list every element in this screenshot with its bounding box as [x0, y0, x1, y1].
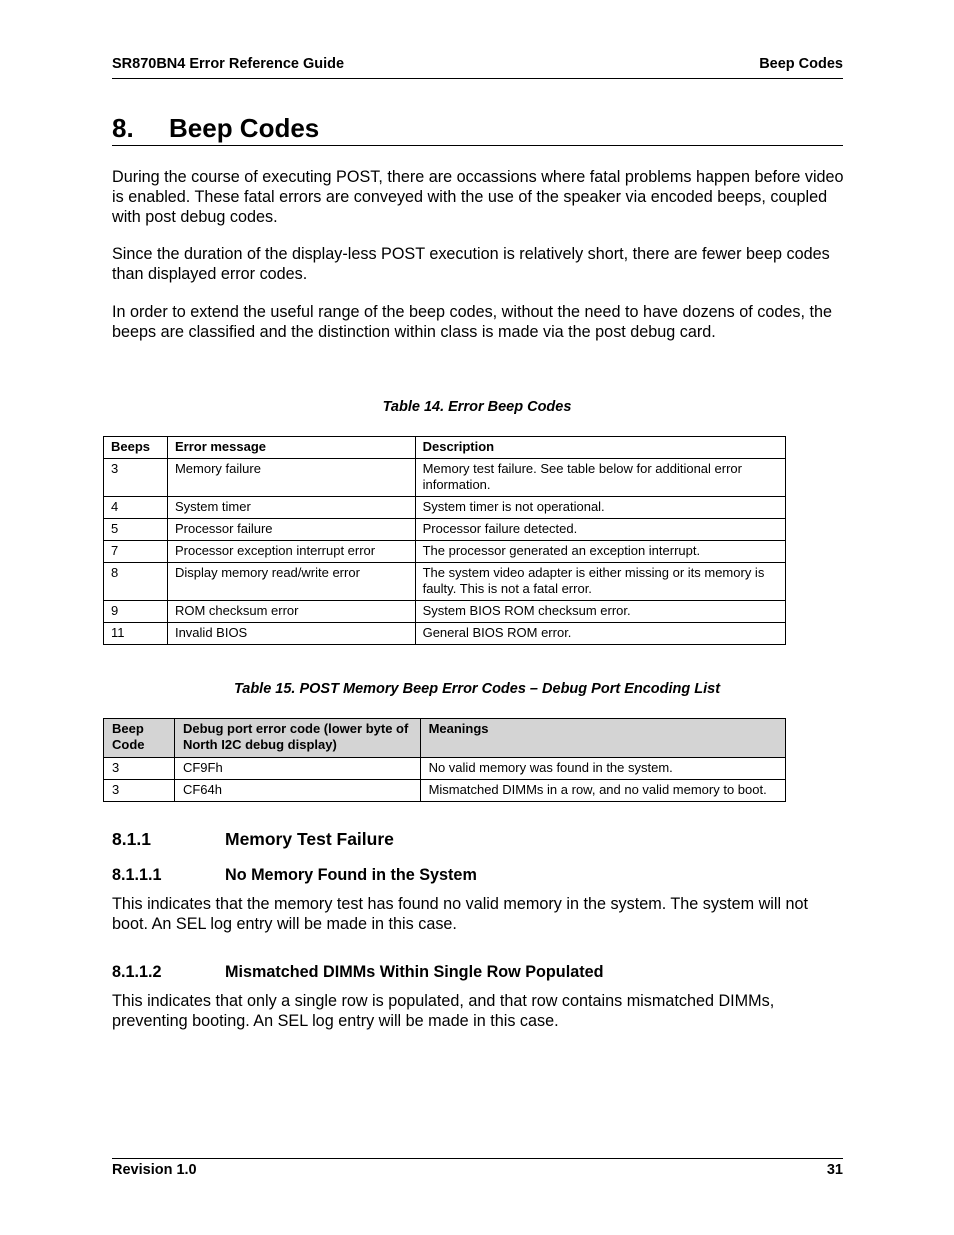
table-cell: General BIOS ROM error. [415, 623, 785, 645]
intro-paragraph-2: Since the duration of the display-less POST execution is relatively short, there are fewer beep codes than displayed error codes. [112, 245, 830, 283]
table-cell: 8 [104, 563, 168, 601]
section-title: No Memory Found in the System [225, 866, 477, 884]
intro-paragraph-3: In order to extend the useful range of the beep codes, without the need to have dozens of codes, the beeps are classified and the distinction within class is made via the post debug card. [112, 303, 832, 341]
table-row [104, 459, 786, 497]
table-row [104, 601, 786, 623]
table-cell: 7 [104, 541, 168, 563]
table-cell: Processor failure detected. [415, 519, 785, 541]
chapter-number: 8. [112, 113, 134, 143]
table-cell: Processor failure [167, 519, 415, 541]
table-cell: CF64h [174, 780, 420, 802]
section-title: Memory Test Failure [225, 829, 394, 849]
memory-beep-codes-table [103, 718, 786, 802]
table-cell: ROM checksum error [167, 601, 415, 623]
revision-label: Revision 1.0 [112, 1162, 197, 1178]
table-row [104, 780, 786, 802]
table-15-caption: Table 15. POST Memory Beep Error Codes – Debug Port Encoding List [233, 681, 721, 697]
chapter-title: Beep Codes [169, 113, 320, 143]
intro-paragraph-1: During the course of executing POST, there are occassions where fatal problems happen before video is enabled. These fatal errors are conveyed with the use of the speaker via encoded beeps, coupled with post debug codes. [112, 168, 844, 226]
table-cell: 3 [104, 780, 175, 802]
table-cell: No valid memory was found in the system. [420, 758, 785, 780]
table-cell: The processor generated an exception interrupt. [415, 541, 785, 563]
column-header: Beep Code [104, 719, 175, 758]
table-cell: CF9Fh [174, 758, 420, 780]
section-number: 8.1.1 [112, 829, 151, 849]
page-header [112, 55, 843, 79]
table-cell: 3 [104, 758, 175, 780]
table-cell: System BIOS ROM checksum error. [415, 601, 785, 623]
table-cell: Invalid BIOS [167, 623, 415, 645]
column-header: Debug port error code (lower byte of North I2C debug display) [174, 719, 420, 758]
table-row [104, 541, 786, 563]
column-header: Beeps [104, 437, 168, 459]
table-cell: Memory failure [167, 459, 415, 497]
table-cell: 11 [104, 623, 168, 645]
table-row [104, 623, 786, 645]
section-number: 8.1.1.2 [112, 963, 162, 981]
table-cell: 5 [104, 519, 168, 541]
table-cell: Memory test failure. See table below for additional error information. [415, 459, 785, 497]
table-cell: 3 [104, 459, 168, 497]
column-header: Error message [167, 437, 415, 459]
table-header-row [104, 437, 786, 459]
table-cell: Display memory read/write error [167, 563, 415, 601]
table-row [104, 758, 786, 780]
table-row [104, 563, 786, 601]
page-number: 31 [826, 1162, 843, 1178]
table-cell: Processor exception interrupt error [167, 541, 415, 563]
document-title: SR870BN4 Error Reference Guide [112, 56, 345, 72]
table-row [104, 497, 786, 519]
table-header-row [104, 719, 786, 758]
section-title: Mismatched DIMMs Within Single Row Populated [225, 963, 604, 981]
column-header: Meanings [420, 719, 785, 758]
page-footer [112, 1158, 843, 1181]
header-section-name: Beep Codes [759, 56, 843, 72]
column-header: Description [415, 437, 785, 459]
table-cell: Mismatched DIMMs in a row, and no valid memory to boot. [420, 780, 785, 802]
table-cell: 4 [104, 497, 168, 519]
section-8-1-1-1-body: This indicates that the memory test has found no valid memory in the system. The system will not boot. An SEL log entry will be made in this case. [112, 895, 809, 933]
error-beep-codes-table [103, 436, 786, 645]
table-cell: The system video adapter is either missing or its memory is faulty. This is not a fatal error. [415, 563, 785, 601]
table-14-caption: Table 14. Error Beep Codes [382, 399, 572, 415]
section-8-1-1-2-body: This indicates that only a single row is populated, and that row contains mismatched DIMMs, preventing booting. An SEL log entry will be made in this case. [112, 992, 775, 1030]
table-cell: 9 [104, 601, 168, 623]
section-number: 8.1.1.1 [112, 866, 162, 884]
table-cell: System timer [167, 497, 415, 519]
table-row [104, 519, 786, 541]
table-cell: System timer is not operational. [415, 497, 785, 519]
chapter-heading [112, 111, 843, 146]
